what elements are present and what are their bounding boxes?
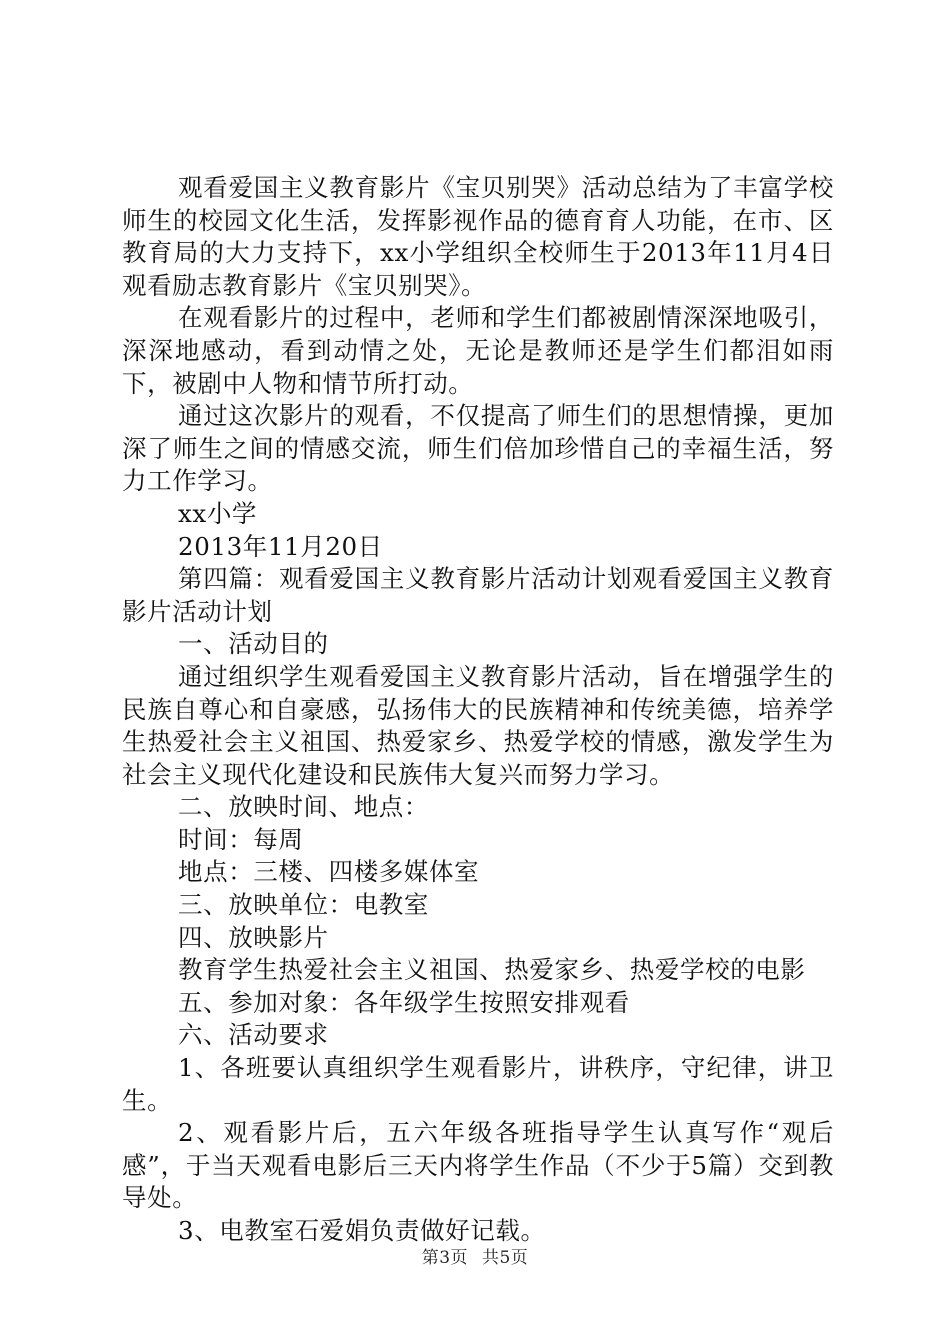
heading-requirements: 六、活动要求 bbox=[178, 1020, 329, 1050]
signature-school: xx小学 bbox=[178, 498, 258, 528]
heading-unit: 三、放映单位：电教室 bbox=[178, 890, 429, 920]
requirement-3: 3、电教室石爱娟负责做好记载。 bbox=[178, 1216, 546, 1245]
page-footer bbox=[0, 1243, 950, 1268]
purpose-paragraph: 通过组织学生观看爱国主义教育影片活动，旨在增强学生的民族自尊心和自豪感，弘扬伟大的民族精神和传统美德，培养学生热爱社会主义祖国、热爱家乡、热爱学校的情感，激发学生为社会主义现代化建设和民族伟大复兴而努力学习。 bbox=[122, 661, 834, 789]
viewing-process-paragraph: 在观看影片的过程中，老师和学生们都被剧情深深地吸引，深深地感动，看到动情之处，无论是教师还是学生们都泪如雨下，被剧中人物和情节所打动。 bbox=[122, 303, 834, 398]
page-total: 共5页 bbox=[481, 1248, 529, 1268]
summary-title-paragraph: 观看爱国主义教育影片《宝贝别哭》活动总结为了丰富学校师生的校园文化生活，发挥影视作品的德育育人功能，在市、区教育局的大力支持下，xx小学组织全校师生于2013年11月4日观看励志教育影片《宝贝别哭》。 bbox=[122, 173, 834, 300]
page-number: 第3页 bbox=[421, 1248, 469, 1268]
requirement-1: 1、各班要认真组织学生观看影片，讲秩序，守纪律，讲卫生。 bbox=[122, 1053, 834, 1115]
signature-date: 2013年11月20日 bbox=[178, 531, 383, 561]
heading-purpose: 一、活动目的 bbox=[178, 629, 329, 659]
films-line: 教育学生热爱社会主义祖国、热爱家乡、热爱学校的电影 bbox=[178, 955, 806, 985]
time-line: 时间：每周 bbox=[178, 824, 304, 854]
document-body bbox=[122, 172, 834, 1248]
heading-audience: 五、参加对象：各年级学生按照安排观看 bbox=[178, 987, 630, 1017]
viewing-effect-paragraph: 通过这次影片的观看，不仅提高了师生们的思想情操，更加深了师生之间的情感交流，师生们倍加珍惜自己的幸福生活，努力工作学习。 bbox=[122, 401, 834, 496]
requirement-2: 2、观看影片后，五六年级各班指导学生认真写作“观后感”，于当天观看电影后三天内将学生作品（不少于5篇）交到教导处。 bbox=[122, 1118, 834, 1213]
heading-films: 四、放映影片 bbox=[178, 922, 329, 952]
heading-time-place: 二、放映时间、地点： bbox=[178, 792, 429, 822]
section-heading-plan: 第四篇：观看爱国主义教育影片活动计划观看爱国主义教育影片活动计划 bbox=[122, 564, 834, 626]
place-line: 地点：三楼、四楼多媒体室 bbox=[178, 857, 480, 887]
